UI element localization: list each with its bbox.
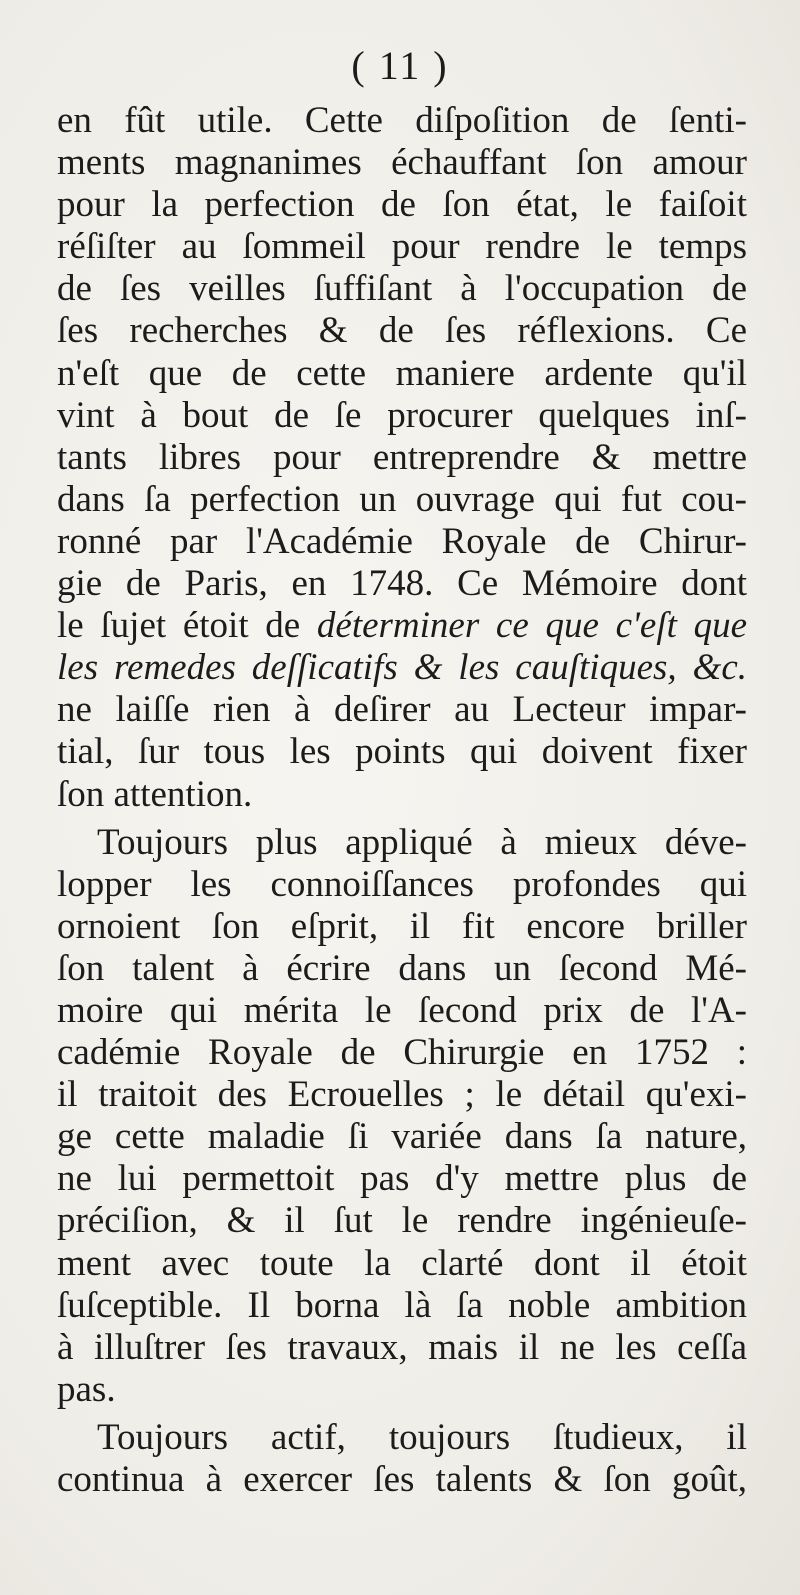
text-line: [57, 948, 747, 990]
text-line: [57, 605, 747, 647]
line-text: continua à exercer ſes talents & ſon goût,: [57, 1459, 747, 1500]
line-text: ſes recherches & de ſes réflexions. Ce: [57, 310, 747, 352]
line-text: à illuſtrer ſes travaux, mais il ne les ceſſa: [57, 1326, 747, 1368]
line-text: Toujours actif, toujours ſtudieux, il: [97, 1416, 747, 1458]
line-text: ſon attention.: [57, 773, 253, 815]
line-text: moire qui mérita le ſecond prix de l'A-: [57, 989, 747, 1031]
text-line: [57, 822, 747, 864]
text-line: [57, 1032, 747, 1074]
line-text: gie de Paris, en 1748. Ce Mémoire dont: [57, 563, 747, 605]
text-line: [57, 1327, 747, 1369]
text-line: [57, 395, 747, 437]
line-text: ne lui permettoit pas d'y mettre plus de: [57, 1158, 747, 1200]
page-number: ( 11 ): [351, 43, 449, 88]
text-line: [57, 226, 747, 268]
text-line: [57, 1285, 747, 1327]
text-line: [57, 990, 747, 1032]
line-text: le ſujet étoit de: [57, 605, 301, 647]
line-text: Toujours plus appliqué à mieux déve-: [97, 821, 747, 863]
text-line: [57, 563, 747, 605]
text-line: [57, 864, 747, 906]
text-line: [57, 689, 747, 731]
text-line: [57, 774, 747, 816]
line-text: ne laiſſe rien à deſirer au Lecteur impar-: [57, 689, 747, 731]
text-line: [57, 731, 747, 773]
line-text: réſiſter au ſommeil pour rendre le temps: [57, 226, 747, 268]
text-line: [57, 437, 747, 479]
text-line: [57, 142, 747, 184]
line-text: ments magnanimes échauffant ſon amour: [57, 142, 747, 184]
text-line: [57, 353, 747, 395]
line-text: pas.: [57, 1368, 116, 1410]
line-text: n'eſt que de cette maniere ardente qu'il: [57, 352, 747, 394]
line-text: vint à bout de ſe procurer quelques inſ-: [57, 394, 747, 436]
text-line: [57, 479, 747, 521]
text-line: [57, 1158, 747, 1200]
line-text: tial, ſur tous les points qui doivent fixer: [57, 731, 747, 773]
line-text: ſuſceptible. Il borna là ſa noble ambition: [57, 1284, 747, 1326]
text-line: [57, 1243, 747, 1285]
text-line: [57, 268, 747, 310]
line-text: en fût utile. Cette diſpoſition de ſenti-: [57, 100, 747, 141]
line-text: il traitoit des Ecrouelles ; le détail qu'exi-: [57, 1074, 747, 1116]
line-text: préciſion, & il ſut le rendre ingénieuſe-: [57, 1200, 747, 1242]
text-line: [57, 1417, 747, 1459]
line-text: ronné par l'Académie Royale de Chirur-: [57, 520, 747, 562]
line-text: de ſes veilles ſuffiſant à l'occupation de: [57, 268, 747, 310]
text-line: [57, 1459, 747, 1501]
text-line: [57, 310, 747, 352]
body-text: [57, 100, 747, 1501]
line-text: ge cette maladie ſi variée dans ſa nature,: [57, 1116, 747, 1158]
line-text: lopper les connoiſſances profondes qui: [57, 863, 747, 905]
text-line: [57, 1074, 747, 1116]
text-line: [57, 1369, 747, 1411]
line-text: tants libres pour entreprendre & mettre: [57, 436, 747, 478]
text-line: [57, 647, 747, 689]
text-line: [57, 521, 747, 563]
line-text: ment avec toute la clarté dont il étoit: [57, 1242, 747, 1284]
line-text: ſon talent à écrire dans un ſecond Mé-: [57, 947, 747, 989]
line-text: ornoient ſon eſprit, il fit encore briller: [57, 905, 747, 947]
text-line: [57, 100, 747, 142]
text-line: [57, 1200, 747, 1242]
text-line: [57, 184, 747, 226]
text-line: [57, 1116, 747, 1158]
italic-phrase: déterminer ce que c'eſt que: [316, 605, 747, 647]
line-text: les remedes deſſicatifs & les cauſtiques, &c.: [57, 647, 747, 689]
line-text: dans ſa perfection un ouvrage qui fut cou-: [57, 478, 747, 520]
line-text: cadémie Royale de Chirurgie en 1752 :: [57, 1032, 747, 1074]
text-line: [57, 906, 747, 948]
line-text: pour la perfection de ſon état, le faiſoit: [57, 184, 747, 226]
